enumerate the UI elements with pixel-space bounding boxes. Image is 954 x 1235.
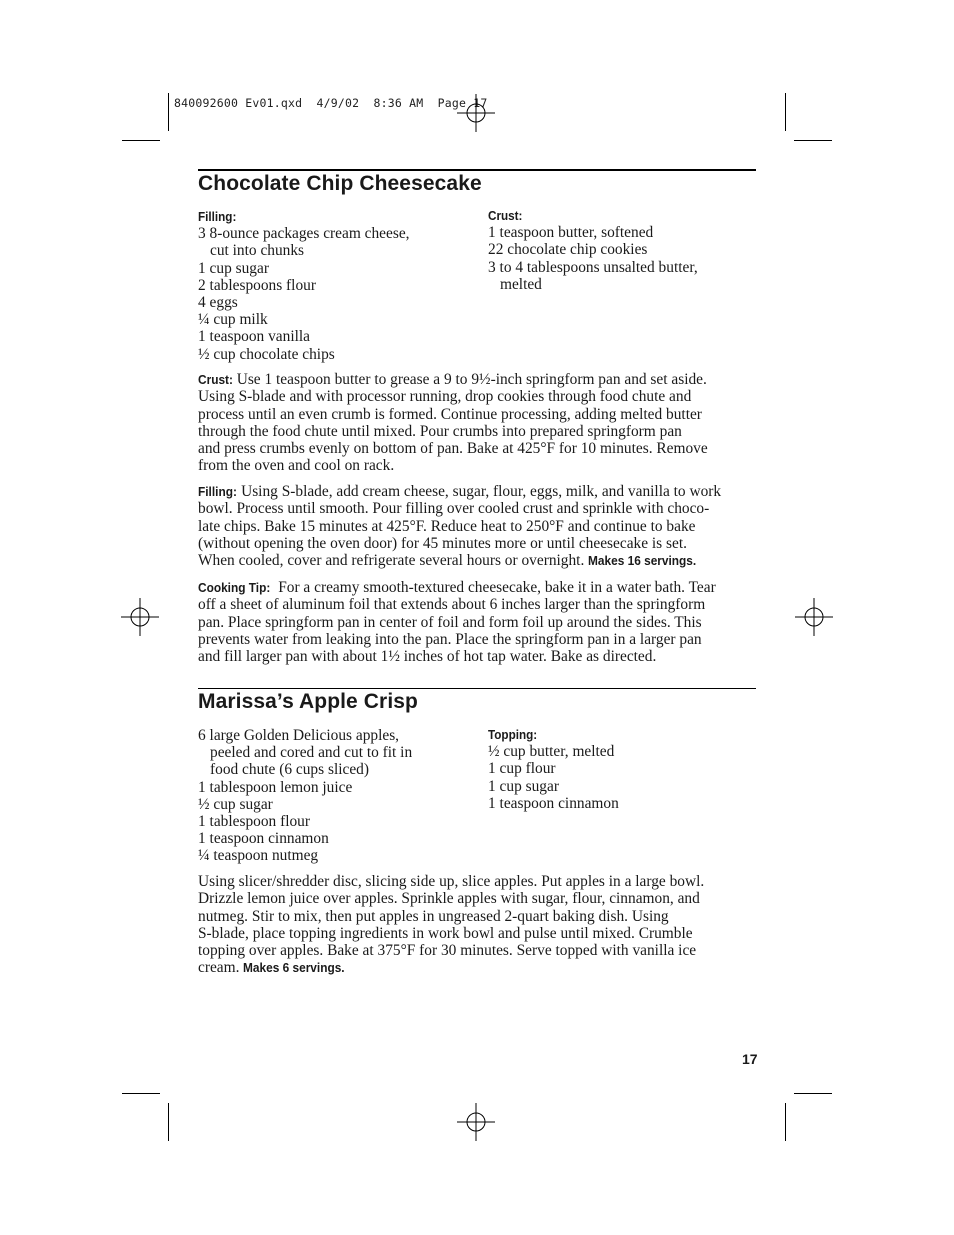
recipe1-filling-step [198,483,758,569]
topping-label: Topping: [488,727,538,742]
recipe2-title: Marissa’s Apple Crisp [198,690,418,713]
ingredient: 22 chocolate chip cookies [488,241,648,259]
step-text: through the food chute until mixed. Pour crumbs into prepared springform pan [198,422,682,440]
registration-mark-top [457,94,495,132]
recipe1-filling-ingredients [198,208,410,363]
step-text: and press crumbs evenly on bottom of pan. Bake at 425°F for 10 minutes. Remove [198,440,708,458]
ingredient: 6 large Golden Delicious apples, [198,727,400,744]
recipe1-title: Chocolate Chip Cheesecake [198,172,482,195]
tip-text: prevents water from leaking into the pan. Place the springform pan in a larger pan [198,630,702,648]
ingredient: 1 tablespoon lemon juice [198,778,353,796]
tip-text: and fill larger pan with about 1½ inches of hot tap water. Bake as directed. [198,648,657,666]
ingredient: ½ cup butter, melted [488,743,615,761]
step-text: Using S-blade, add cream cheese, sugar, flour, eggs, milk, and vanilla to work [241,483,722,500]
ingredient: 1 cup sugar [198,259,269,277]
method-text: cream. [198,959,240,977]
step-text: (without opening the oven door) for 45 minutes more or until cheesecake is set. [198,534,687,552]
step-text: Use 1 teaspoon butter to grease a 9 to 9½-inch springform pan and set aside. [236,371,707,388]
registration-mark-right [795,598,833,636]
step-label: Crust: [198,372,233,387]
step-text: When cooled, cover and refrigerate several hours or overnight. [198,552,585,570]
ingredient: ¼ teaspoon nutmeg [198,847,319,865]
ingredient: 1 cup flour [488,760,556,778]
page-number: 17 [742,1051,758,1067]
recipe1-cooking-tip [198,579,758,665]
ingredient: cut into chunks [210,242,305,260]
ingredient: 3 to 4 tablespoons unsalted butter, [488,258,698,276]
ingredient: peeled and cored and cut to fit in [210,744,413,762]
recipe1-crust-step [198,371,758,475]
step-text: process until an even crumb is formed. Continue processing, adding melted butter [198,405,702,423]
ingredient: ¼ cup milk [198,311,268,329]
ingredient: melted [500,275,542,293]
step-label: Filling: [198,484,237,499]
recipe2-ingredients [198,727,412,865]
ingredient: 3 8-ounce packages cream cheese, [198,225,410,243]
method-text: topping over apples. Bake at 375°F for 30 minutes. Serve topped with vanilla ice [198,942,697,960]
step-text: Using S-blade and with processor running, drop cookies through food chute and [198,388,692,406]
step-text: bowl. Process until smooth. Pour filling over cooled crust and sprinkle with choco- [198,500,710,518]
ingredient: 1 cup sugar [488,777,559,795]
recipe2-title-rule [198,688,756,689]
crust-label: Crust: [488,208,523,223]
recipe2-topping-ingredients [488,726,619,812]
ingredient: 1 tablespoon flour [198,813,310,831]
printer-slug-line: 840092600 Ev01.qxd 4/9/02 8:36 AM Page 17 [174,96,488,110]
registration-mark-bottom [457,1103,495,1141]
recipe1-title-rule [198,169,756,171]
filling-label: Filling: [198,209,237,224]
servings: Makes 6 servings. [243,960,345,976]
ingredient: 1 teaspoon cinnamon [488,794,619,812]
ingredient: ½ cup chocolate chips [198,345,335,363]
ingredient: ½ cup sugar [198,795,273,813]
ingredient: 4 eggs [198,294,238,312]
tip-label: Cooking Tip: [198,580,271,595]
method-text: S-blade, place topping ingredients in work bowl and pulse until mixed. Crumble [198,924,693,942]
step-text: from the oven and cool on rack. [198,457,395,475]
servings: Makes 16 servings. [588,553,697,569]
tip-text: off a sheet of aluminum foil that extends about 6 inches larger than the springform [198,596,706,614]
ingredient: food chute (6 cups sliced) [210,761,369,779]
ingredient: 2 tablespoons flour [198,276,316,294]
registration-mark-left [121,598,159,636]
tip-text: pan. Place springform pan in center of foil and form foil up around the sides. This [198,613,702,631]
ingredient: 1 teaspoon cinnamon [198,830,329,848]
recipe2-method [198,873,758,977]
ingredient: 1 teaspoon vanilla [198,328,310,346]
step-text: late chips. Bake 15 minutes at 425°F. Reduce heat to 250°F and continue to bake [198,517,696,535]
ingredient: 1 teaspoon butter, softened [488,224,654,242]
method-text: Drizzle lemon juice over apples. Sprinkle apples with sugar, flour, cinnamon, and [198,890,700,908]
method-text: nutmeg. Stir to mix, then put apples in ungreased 2-quart baking dish. Using [198,907,669,925]
tip-text: For a creamy smooth-textured cheesecake, bake it in a water bath. Tear [278,579,716,596]
method-text: Using slicer/shredder disc, slicing side up, slice apples. Put apples in a large bowl. [198,873,705,890]
recipe1-crust-ingredients [488,207,698,293]
